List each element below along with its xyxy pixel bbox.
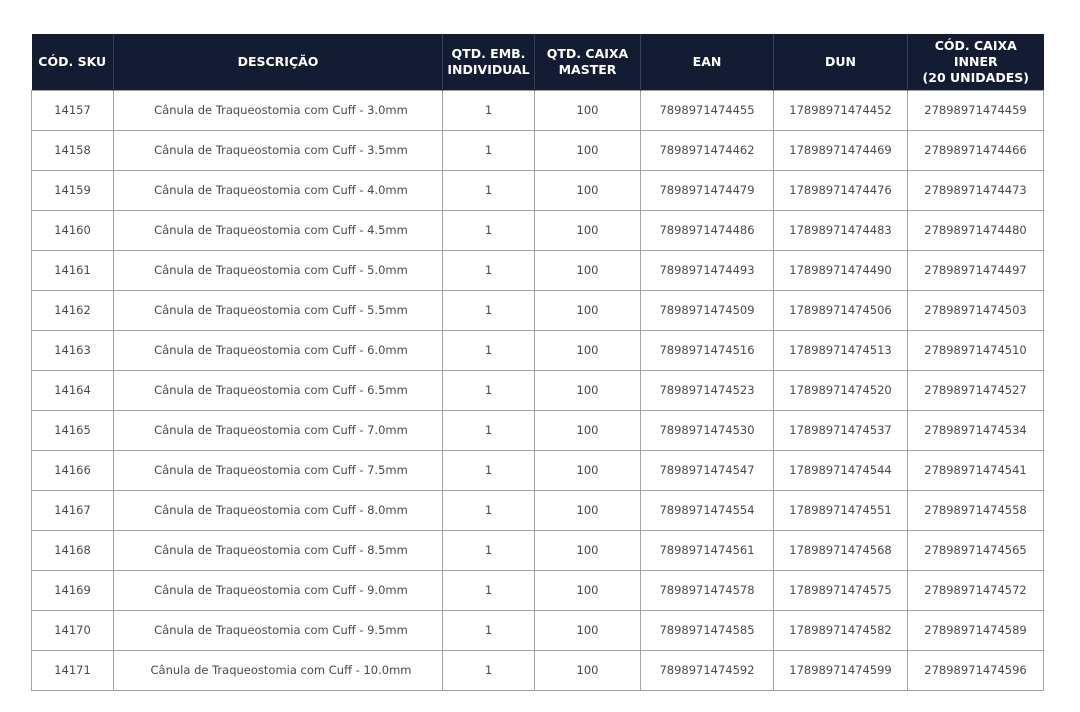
header-qtd-emb-individual xyxy=(443,34,535,90)
table-row xyxy=(32,610,1044,650)
cell-ean: 7898971474592 xyxy=(641,650,774,690)
cell-inner-code: 27898971474503 xyxy=(908,290,1044,330)
table-row xyxy=(32,250,1044,290)
table-row xyxy=(32,650,1044,690)
table-row xyxy=(32,450,1044,490)
header-qtd-caixa-master xyxy=(535,34,641,90)
cell-ean: 7898971474516 xyxy=(641,330,774,370)
cell-qtd-individual: 1 xyxy=(443,450,535,490)
cell-inner-code: 27898971474558 xyxy=(908,490,1044,530)
cell-inner-code: 27898971474596 xyxy=(908,650,1044,690)
cell-qtd-master: 100 xyxy=(535,370,641,410)
cell-sku: 14160 xyxy=(32,210,114,250)
cell-ean: 7898971474479 xyxy=(641,170,774,210)
cell-description: Cânula de Traqueostomia com Cuff - 9.5mm xyxy=(114,610,443,650)
cell-sku: 14159 xyxy=(32,170,114,210)
table-body xyxy=(32,90,1044,690)
column-header-line: QTD. CAIXA xyxy=(546,45,629,61)
cell-description: Cânula de Traqueostomia com Cuff - 7.5mm xyxy=(114,450,443,490)
cell-ean: 7898971474554 xyxy=(641,490,774,530)
cell-dun: 17898971474537 xyxy=(774,410,908,450)
cell-sku: 14168 xyxy=(32,530,114,570)
table-row xyxy=(32,170,1044,210)
table-row xyxy=(32,410,1044,450)
cell-qtd-master: 100 xyxy=(535,650,641,690)
cell-ean: 7898971474547 xyxy=(641,450,774,490)
cell-inner-code: 27898971474565 xyxy=(908,530,1044,570)
cell-sku: 14171 xyxy=(32,650,114,690)
header-cod-sku xyxy=(32,34,114,90)
cell-sku: 14165 xyxy=(32,410,114,450)
cell-inner-code: 27898971474510 xyxy=(908,330,1044,370)
cell-description: Cânula de Traqueostomia com Cuff - 9.0mm xyxy=(114,570,443,610)
cell-qtd-master: 100 xyxy=(535,130,641,170)
header-dun xyxy=(774,34,908,90)
cell-sku: 14169 xyxy=(32,570,114,610)
cell-sku: 14157 xyxy=(32,90,114,130)
cell-description: Cânula de Traqueostomia com Cuff - 7.0mm xyxy=(114,410,443,450)
cell-description: Cânula de Traqueostomia com Cuff - 3.0mm xyxy=(114,90,443,130)
cell-dun: 17898971474544 xyxy=(774,450,908,490)
cell-dun: 17898971474490 xyxy=(774,250,908,290)
table-row xyxy=(32,130,1044,170)
cell-qtd-master: 100 xyxy=(535,290,641,330)
cell-qtd-individual: 1 xyxy=(443,650,535,690)
cell-qtd-master: 100 xyxy=(535,570,641,610)
cell-qtd-master: 100 xyxy=(535,90,641,130)
cell-qtd-master: 100 xyxy=(535,250,641,290)
cell-dun: 17898971474483 xyxy=(774,210,908,250)
cell-sku: 14166 xyxy=(32,450,114,490)
cell-qtd-individual: 1 xyxy=(443,250,535,290)
cell-inner-code: 27898971474589 xyxy=(908,610,1044,650)
cell-dun: 17898971474476 xyxy=(774,170,908,210)
cell-qtd-master: 100 xyxy=(535,330,641,370)
column-header-line: INDIVIDUAL xyxy=(447,61,530,77)
cell-dun: 17898971474452 xyxy=(774,90,908,130)
cell-ean: 7898971474530 xyxy=(641,410,774,450)
column-header-line: CÓD. SKU xyxy=(38,53,107,69)
table-row xyxy=(32,370,1044,410)
cell-dun: 17898971474513 xyxy=(774,330,908,370)
cell-sku: 14162 xyxy=(32,290,114,330)
cell-qtd-individual: 1 xyxy=(443,90,535,130)
table-row xyxy=(32,530,1044,570)
cell-ean: 7898971474561 xyxy=(641,530,774,570)
cell-description: Cânula de Traqueostomia com Cuff - 8.0mm xyxy=(114,490,443,530)
column-header-line: DUN xyxy=(825,53,856,69)
cell-description: Cânula de Traqueostomia com Cuff - 5.5mm xyxy=(114,290,443,330)
cell-ean: 7898971474493 xyxy=(641,250,774,290)
cell-inner-code: 27898971474541 xyxy=(908,450,1044,490)
cell-qtd-master: 100 xyxy=(535,410,641,450)
table-row xyxy=(32,90,1044,130)
cell-dun: 17898971474506 xyxy=(774,290,908,330)
column-header-line: EAN xyxy=(692,53,722,69)
product-table xyxy=(31,34,1044,691)
cell-dun: 17898971474568 xyxy=(774,530,908,570)
cell-qtd-master: 100 xyxy=(535,490,641,530)
cell-sku: 14170 xyxy=(32,610,114,650)
cell-description: Cânula de Traqueostomia com Cuff - 8.5mm xyxy=(114,530,443,570)
header-descricao xyxy=(114,34,443,90)
cell-qtd-individual: 1 xyxy=(443,530,535,570)
header-ean xyxy=(641,34,774,90)
cell-sku: 14164 xyxy=(32,370,114,410)
cell-qtd-master: 100 xyxy=(535,170,641,210)
cell-inner-code: 27898971474572 xyxy=(908,570,1044,610)
cell-qtd-master: 100 xyxy=(535,210,641,250)
cell-inner-code: 27898971474534 xyxy=(908,410,1044,450)
table-row xyxy=(32,290,1044,330)
cell-qtd-individual: 1 xyxy=(443,570,535,610)
cell-qtd-individual: 1 xyxy=(443,130,535,170)
cell-qtd-master: 100 xyxy=(535,610,641,650)
table-row xyxy=(32,490,1044,530)
cell-inner-code: 27898971474459 xyxy=(908,90,1044,130)
cell-inner-code: 27898971474480 xyxy=(908,210,1044,250)
cell-ean: 7898971474455 xyxy=(641,90,774,130)
cell-ean: 7898971474585 xyxy=(641,610,774,650)
cell-dun: 17898971474599 xyxy=(774,650,908,690)
cell-sku: 14163 xyxy=(32,330,114,370)
cell-sku: 14158 xyxy=(32,130,114,170)
cell-qtd-master: 100 xyxy=(535,450,641,490)
cell-sku: 14167 xyxy=(32,490,114,530)
cell-qtd-individual: 1 xyxy=(443,370,535,410)
cell-description: Cânula de Traqueostomia com Cuff - 6.0mm xyxy=(114,330,443,370)
cell-ean: 7898971474486 xyxy=(641,210,774,250)
cell-qtd-individual: 1 xyxy=(443,410,535,450)
cell-inner-code: 27898971474473 xyxy=(908,170,1044,210)
cell-description: Cânula de Traqueostomia com Cuff - 4.5mm xyxy=(114,210,443,250)
column-header-line: (20 UNIDADES) xyxy=(922,69,1029,85)
cell-inner-code: 27898971474527 xyxy=(908,370,1044,410)
cell-qtd-individual: 1 xyxy=(443,610,535,650)
cell-ean: 7898971474462 xyxy=(641,130,774,170)
cell-sku: 14161 xyxy=(32,250,114,290)
cell-ean: 7898971474523 xyxy=(641,370,774,410)
cell-description: Cânula de Traqueostomia com Cuff - 10.0mm xyxy=(114,650,443,690)
column-header-line: DESCRIÇÃO xyxy=(237,53,319,69)
cell-dun: 17898971474575 xyxy=(774,570,908,610)
cell-ean: 7898971474509 xyxy=(641,290,774,330)
cell-inner-code: 27898971474466 xyxy=(908,130,1044,170)
column-header-line: CÓD. CAIXA INNER xyxy=(934,37,1017,69)
cell-ean: 7898971474578 xyxy=(641,570,774,610)
column-header-line: QTD. EMB. xyxy=(451,45,526,61)
cell-dun: 17898971474520 xyxy=(774,370,908,410)
cell-qtd-individual: 1 xyxy=(443,290,535,330)
cell-description: Cânula de Traqueostomia com Cuff - 4.0mm xyxy=(114,170,443,210)
cell-description: Cânula de Traqueostomia com Cuff - 5.0mm xyxy=(114,250,443,290)
table-header-row xyxy=(32,34,1044,90)
cell-qtd-individual: 1 xyxy=(443,210,535,250)
cell-dun: 17898971474582 xyxy=(774,610,908,650)
cell-description: Cânula de Traqueostomia com Cuff - 3.5mm xyxy=(114,130,443,170)
table-row xyxy=(32,330,1044,370)
cell-dun: 17898971474469 xyxy=(774,130,908,170)
cell-qtd-individual: 1 xyxy=(443,170,535,210)
cell-qtd-individual: 1 xyxy=(443,330,535,370)
cell-inner-code: 27898971474497 xyxy=(908,250,1044,290)
table-row xyxy=(32,570,1044,610)
cell-dun: 17898971474551 xyxy=(774,490,908,530)
cell-qtd-master: 100 xyxy=(535,530,641,570)
header-cod-caixa-inner xyxy=(908,34,1044,90)
table-row xyxy=(32,210,1044,250)
cell-qtd-individual: 1 xyxy=(443,490,535,530)
cell-description: Cânula de Traqueostomia com Cuff - 6.5mm xyxy=(114,370,443,410)
column-header-line: MASTER xyxy=(558,61,617,77)
